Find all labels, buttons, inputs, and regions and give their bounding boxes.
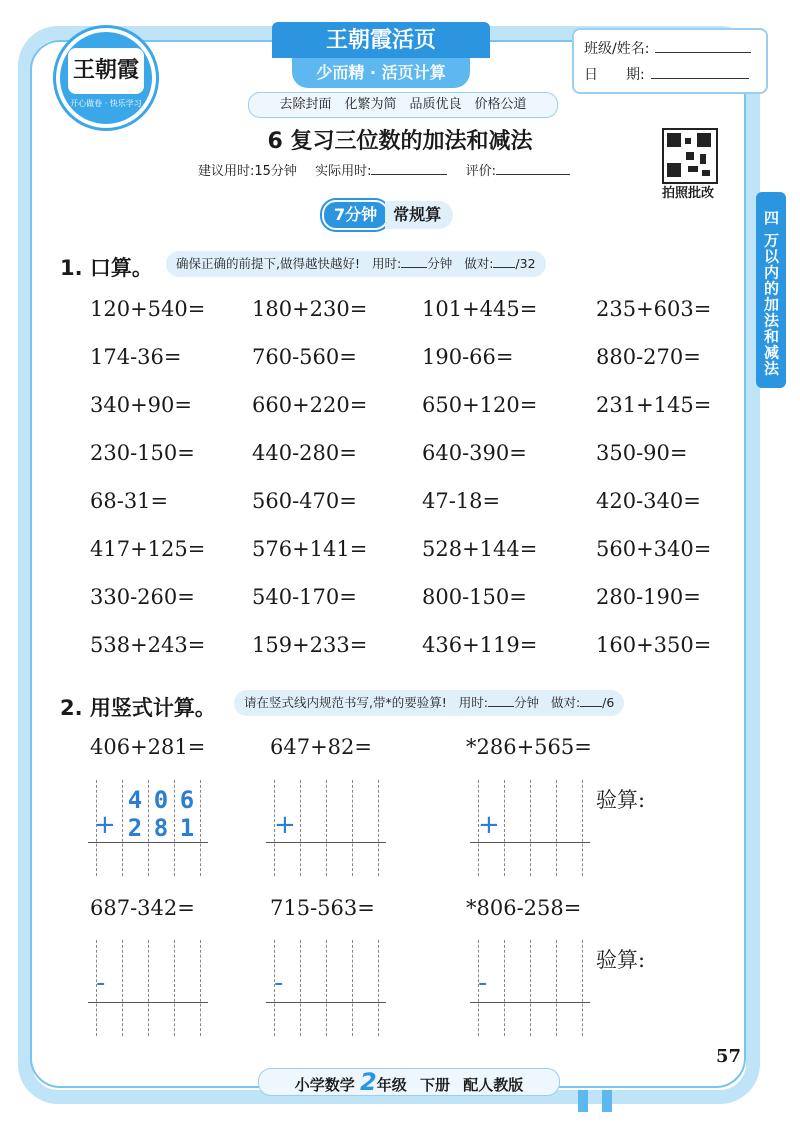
section1-correct-label: 做对: (464, 256, 494, 271)
banner (272, 22, 490, 92)
section2-correct-field[interactable] (580, 694, 602, 707)
vertical-problem: 406+281= (90, 735, 206, 759)
section1-total: /32 (515, 256, 536, 271)
oral-problem: 560+340= (596, 537, 712, 561)
date-field[interactable] (651, 66, 749, 79)
section2-note-main: 请在竖式线内规范书写,带*的要验算! (244, 695, 447, 710)
side-chapter-tab: 四 万以内的加法和减法 (756, 192, 786, 388)
banner-title: 王朝霞活页 (272, 22, 490, 58)
section-pill (322, 200, 453, 228)
section2-heading: 2. 用竖式计算。 (60, 696, 216, 720)
digit-bottom: 1 (179, 814, 195, 842)
brand-logo (56, 28, 156, 128)
oral-problem: 540-170= (252, 585, 357, 609)
section2-total: /6 (602, 695, 615, 710)
oral-problem: 640-390= (422, 441, 527, 465)
pill-name: 常规算 (385, 201, 453, 229)
vertical-grid-worked[interactable] (88, 780, 208, 876)
oral-problem: 120+540= (90, 297, 206, 321)
section1-correct-field[interactable] (493, 255, 515, 268)
oral-problem: 68-31= (90, 489, 169, 513)
oral-problem: 576+141= (252, 537, 368, 561)
actual-time-field[interactable] (371, 162, 447, 175)
oral-problem: 230-150= (90, 441, 195, 465)
oral-problem: 538+243= (90, 633, 206, 657)
oral-problem: 160+350= (596, 633, 712, 657)
oral-problem: 760-560= (252, 345, 357, 369)
oral-problem: 417+125= (90, 537, 206, 561)
binding-mark (602, 1090, 612, 1112)
qr-label: 拍照批改 (661, 186, 714, 201)
actual-time-label: 实际用时: (315, 164, 372, 179)
oral-problem: 880-270= (596, 345, 701, 369)
section1-time-unit: 分钟 (427, 256, 453, 271)
oral-problem: 650+120= (422, 393, 538, 417)
logo-text: 王朝霞 (68, 48, 144, 94)
vertical-grid[interactable] (266, 940, 386, 1036)
digit-bottom: 8 (153, 814, 169, 842)
minus-sign: - (274, 968, 284, 998)
oral-problem: 180+230= (252, 297, 368, 321)
section1-note (166, 251, 546, 277)
lesson-title: 6 复习三位数的加法和减法 (267, 129, 533, 154)
minus-sign: - (96, 968, 106, 998)
evaluation-label: 评价: (465, 164, 496, 179)
oral-problem: 174-36= (90, 345, 182, 369)
footer-volume: 下册 (419, 1076, 450, 1094)
vertical-grid[interactable] (88, 940, 208, 1036)
vertical-problem: 687-342= (90, 896, 195, 920)
check-label: 验算: (596, 948, 646, 972)
vertical-problem: *806-258= (466, 896, 582, 920)
oral-problem: 436+119= (422, 633, 538, 657)
oral-problem: 231+145= (596, 393, 712, 417)
date-row (584, 64, 749, 84)
page-inner-frame (30, 40, 746, 1088)
section1-heading: 1. 口算。 (60, 256, 153, 280)
section1-time-field[interactable] (401, 255, 427, 268)
banner-subtitle: 少而精 · 活页计算 (292, 58, 470, 88)
oral-problem: 330-260= (90, 585, 195, 609)
footer-edition: 配人教版 (463, 1076, 524, 1094)
vertical-problem: 715-563= (270, 896, 375, 920)
class-name-row (584, 38, 751, 58)
section1-time-label: 用时: (371, 256, 402, 271)
oral-problem: 159+233= (252, 633, 368, 657)
oral-problem: 560-470= (252, 489, 357, 513)
digit-top: 4 (127, 786, 143, 814)
vertical-grid[interactable] (266, 780, 386, 876)
minus-sign: - (478, 968, 488, 998)
section2-note (234, 690, 624, 716)
oral-problem: 101+445= (422, 297, 538, 321)
vertical-grid[interactable] (470, 940, 590, 1036)
digit-bottom: 2 (127, 814, 143, 842)
oral-problem: 350-90= (596, 441, 688, 465)
footer-subject: 小学数学 (294, 1076, 355, 1094)
oral-problem: 528+144= (422, 537, 538, 561)
date-label: 日 期: (584, 67, 645, 83)
logo-small-text: 开心做卷 · 快乐学习 (70, 99, 142, 108)
vertical-problem: *286+565= (466, 735, 592, 759)
section2-time-label: 用时: (458, 695, 488, 710)
digit-top: 6 (179, 786, 195, 814)
suggested-time: 建议用时:15分钟 (198, 164, 297, 179)
plus-sign: + (94, 810, 116, 840)
qr-code[interactable] (662, 128, 718, 184)
oral-problem: 660+220= (252, 393, 368, 417)
class-name-field[interactable] (655, 40, 751, 53)
evaluation-field[interactable] (496, 162, 570, 175)
footer-bar (258, 1068, 560, 1096)
vertical-grid[interactable] (470, 780, 590, 876)
section2-time-field[interactable] (488, 694, 514, 707)
oral-problem: 280-190= (596, 585, 701, 609)
footer-grade-number: 2 (360, 1068, 377, 1096)
plus-sign: + (274, 810, 296, 840)
digit-top: 0 (153, 786, 169, 814)
oral-problem: 440-280= (252, 441, 357, 465)
oral-problem: 420-340= (596, 489, 701, 513)
section2-time-unit: 分钟 (513, 695, 539, 710)
oral-problem: 340+90= (90, 393, 192, 417)
oral-problem: 235+603= (596, 297, 712, 321)
page-number: 57 (716, 1046, 742, 1067)
oral-problem: 190-66= (422, 345, 514, 369)
class-name-label: 班级/姓名: (584, 41, 650, 57)
student-info-box (572, 28, 768, 94)
plus-sign: + (478, 810, 500, 840)
pill-time: 7分钟 (322, 200, 389, 230)
vertical-problem: 647+82= (270, 735, 372, 759)
section2-correct-label: 做对: (550, 695, 581, 710)
oral-problem: 47-18= (422, 489, 501, 513)
footer-grade-label: 年级 (376, 1076, 407, 1094)
slogan: 去除封面 化繁为简 品质优良 价格公道 (248, 92, 558, 118)
check-label: 验算: (596, 788, 646, 812)
binding-mark (578, 1090, 588, 1112)
lesson-meta (198, 160, 570, 179)
oral-problem: 800-150= (422, 585, 527, 609)
section1-note-main: 确保正确的前提下,做得越快越好! (176, 256, 360, 271)
